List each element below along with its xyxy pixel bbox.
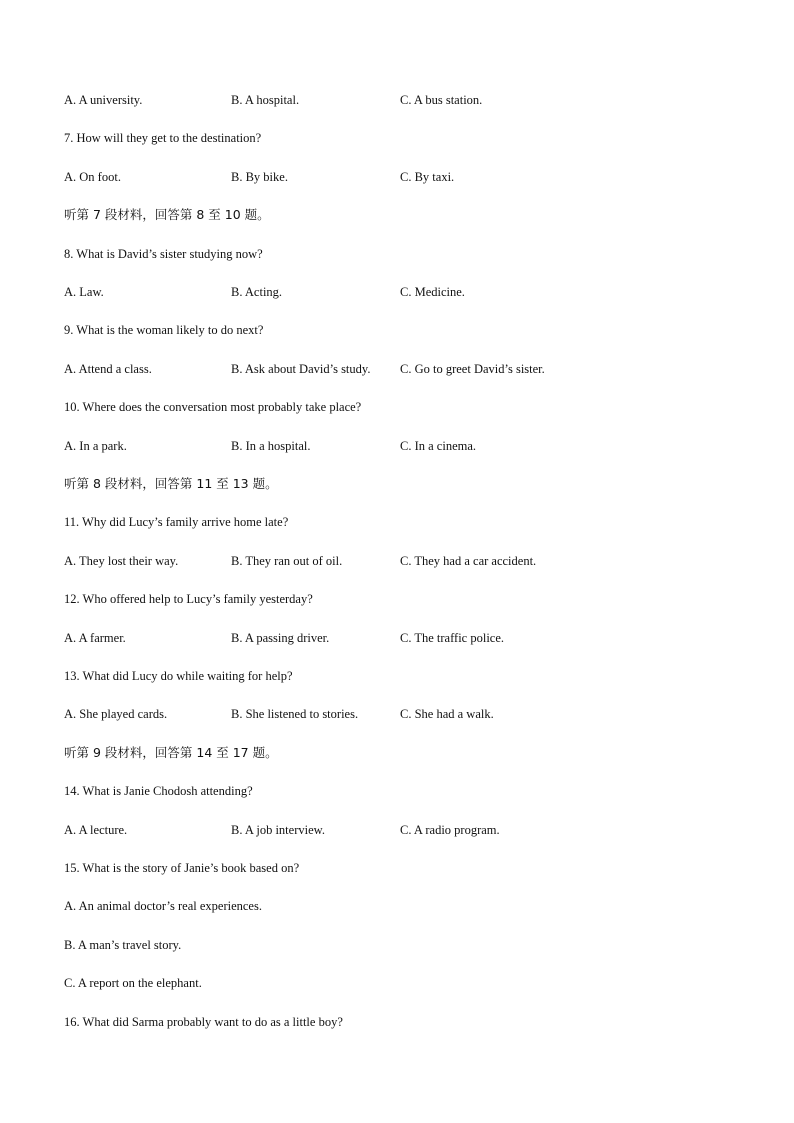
option-a: A. Attend a class. [64, 362, 152, 376]
question-text: 8. What is David’s sister studying now? [64, 247, 263, 261]
question-text: C. A report on the elephant. [64, 976, 202, 990]
section-heading: 听第 8 段材料，回答第 11 至 13 题。 [64, 476, 278, 491]
option-a: A. A university. [64, 93, 143, 107]
option-b: B. A passing driver. [231, 631, 330, 645]
option-b: B. She listened to stories. [231, 707, 359, 721]
option-c: C. She had a walk. [400, 707, 494, 721]
option-b: B. A job interview. [231, 823, 325, 837]
options-row [64, 706, 764, 722]
option-a: A. In a park. [64, 439, 127, 453]
question-text: 10. Where does the conversation most probably take place? [64, 400, 362, 414]
option-a: A. She played cards. [64, 707, 168, 721]
question-text: A. An animal doctor’s real experiences. [64, 899, 262, 913]
question-text: 16. What did Sarma probably want to do as a little boy? [64, 1015, 343, 1029]
question-text: 15. What is the story of Janie’s book based on? [64, 861, 300, 875]
options-row [64, 822, 764, 838]
question-text: B. A man’s travel story. [64, 938, 182, 952]
question-text: 9. What is the woman likely to do next? [64, 323, 264, 337]
options-row [64, 169, 764, 185]
option-c: C. A bus station. [400, 93, 483, 107]
question-text: 13. What did Lucy do while waiting for help? [64, 669, 293, 683]
question-text: 11. Why did Lucy’s family arrive home late? [64, 515, 289, 529]
options-row [64, 630, 764, 646]
options-row [64, 553, 764, 569]
option-c: C. The traffic police. [400, 631, 505, 645]
option-c: C. They had a car accident. [400, 554, 537, 568]
question-text: 12. Who offered help to Lucy’s family yesterday? [64, 592, 313, 606]
section-heading: 听第 7 段材料，回答第 8 至 10 题。 [64, 207, 270, 222]
option-b: B. Acting. [231, 285, 283, 299]
option-b: B. By bike. [231, 170, 288, 184]
question-text: 7. How will they get to the destination? [64, 131, 262, 145]
options-row [64, 92, 764, 108]
option-a: A. On foot. [64, 170, 121, 184]
section-heading: 听第 9 段材料，回答第 14 至 17 题。 [64, 745, 278, 760]
option-a: A. They lost their way. [64, 554, 179, 568]
option-a: A. A lecture. [64, 823, 128, 837]
question-text: 14. What is Janie Chodosh attending? [64, 784, 253, 798]
options-row [64, 361, 764, 377]
option-c: C. By taxi. [400, 170, 455, 184]
options-row [64, 438, 764, 454]
option-c: C. Medicine. [400, 285, 465, 299]
option-c: C. Go to greet David’s sister. [400, 362, 545, 376]
option-c: C. A radio program. [400, 823, 500, 837]
option-b: B. In a hospital. [231, 439, 311, 453]
option-b: B. They ran out of oil. [231, 554, 343, 568]
option-a: A. Law. [64, 285, 104, 299]
option-c: C. In a cinema. [400, 439, 477, 453]
option-b: B. A hospital. [231, 93, 300, 107]
options-row [64, 284, 764, 300]
option-a: A. A farmer. [64, 631, 126, 645]
option-b: B. Ask about David’s study. [231, 362, 371, 376]
